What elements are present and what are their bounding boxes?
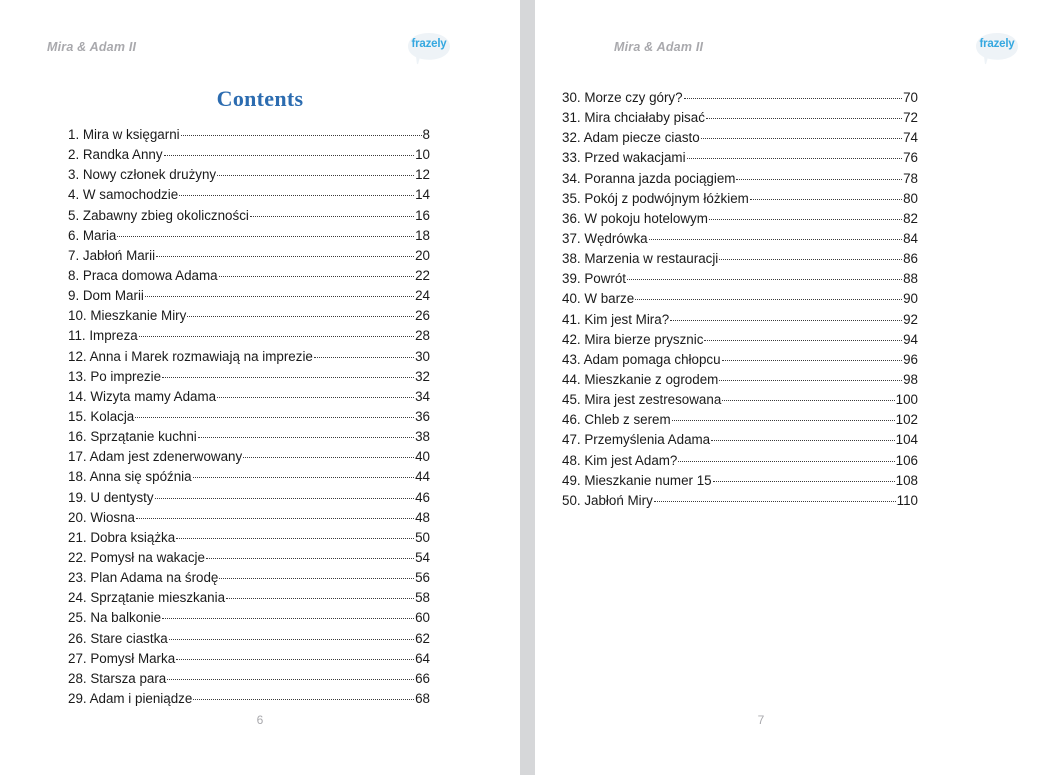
toc-entry[interactable] xyxy=(68,206,430,226)
toc-leader-dots xyxy=(117,235,414,237)
toc-entry-page: 102 xyxy=(895,412,918,428)
page-right xyxy=(535,0,1053,775)
toc-entry-title: 44. Mieszkanie z ogrodem xyxy=(562,371,719,387)
toc-leader-dots xyxy=(193,698,414,700)
toc-entry-page: 104 xyxy=(895,432,918,448)
toc-entry-title: 24. Sprzątanie mieszkania xyxy=(68,590,226,606)
toc-leader-dots xyxy=(243,456,414,458)
toc-entry-page: 56 xyxy=(415,570,430,586)
toc-entry-title: 45. Mira jest zestresowana xyxy=(562,392,722,408)
toc-entry-page: 8 xyxy=(422,127,430,142)
toc-entry[interactable] xyxy=(68,568,430,588)
toc-entry-title: 13. Po imprezie xyxy=(68,368,162,384)
toc-leader-dots xyxy=(706,117,902,119)
toc-leader-dots xyxy=(155,497,414,499)
toc-entry-title: 7. Jabłoń Marii xyxy=(68,247,156,263)
toc-entry-title: 48. Kim jest Adam? xyxy=(562,452,678,468)
page-gutter-divider xyxy=(520,0,535,775)
toc-entry-title: 3. Nowy członek drużyny xyxy=(68,167,217,183)
toc-entry[interactable] xyxy=(562,108,918,128)
toc-entry[interactable] xyxy=(562,330,918,350)
toc-entry-title: 34. Poranna jazda pociągiem xyxy=(562,170,736,186)
toc-entry-page: 98 xyxy=(903,371,918,387)
toc-entry-page: 82 xyxy=(903,210,918,226)
toc-entry[interactable] xyxy=(68,488,430,508)
running-head-left xyxy=(0,38,520,72)
toc-entry-title: 8. Praca domowa Adama xyxy=(68,267,218,283)
toc-entry-title: 32. Adam piecze ciasto xyxy=(562,130,700,146)
toc-entry[interactable] xyxy=(562,471,918,491)
toc-entry-page: 32 xyxy=(415,368,430,384)
toc-leader-dots xyxy=(176,658,414,660)
toc-entry[interactable] xyxy=(68,689,430,709)
toc-leader-dots xyxy=(219,275,414,277)
toc-entry[interactable] xyxy=(68,306,430,326)
toc-entry[interactable] xyxy=(68,185,430,205)
toc-entry[interactable] xyxy=(562,310,918,330)
toc-leader-dots xyxy=(176,537,414,539)
toc-entry-title: 5. Zabawny zbieg okoliczności xyxy=(68,207,249,223)
toc-entry-page: 12 xyxy=(415,167,430,183)
toc-entry-page: 38 xyxy=(415,429,430,445)
toc-entry[interactable] xyxy=(68,447,430,467)
toc-entry[interactable] xyxy=(562,289,918,309)
toc-entry[interactable] xyxy=(562,88,918,108)
toc-leader-dots xyxy=(169,638,414,640)
toc-leader-dots xyxy=(722,359,903,361)
toc-entry-page: 70 xyxy=(903,90,918,105)
toc-entry-title: 41. Kim jest Mira? xyxy=(562,311,670,327)
toc-entry-page: 60 xyxy=(415,610,430,626)
toc-leader-dots xyxy=(179,194,414,196)
toc-entry-title: 12. Anna i Marek rozmawiają na imprezie xyxy=(68,348,313,364)
toc-entry-page: 40 xyxy=(415,449,430,465)
toc-entry-title: 22. Pomysł na wakacje xyxy=(68,549,205,565)
toc-entry-page: 66 xyxy=(415,670,430,686)
toc-leader-dots xyxy=(164,154,415,156)
toc-entry-page: 80 xyxy=(903,190,918,206)
toc-leader-dots xyxy=(181,134,422,136)
toc-entry-title: 9. Dom Marii xyxy=(68,288,144,304)
page-folio-left: 6 xyxy=(256,713,264,727)
toc-entry[interactable] xyxy=(68,326,430,346)
toc-leader-dots xyxy=(136,517,414,519)
toc-leader-dots xyxy=(156,255,414,257)
toc-entry-title: 14. Wizyta mamy Adama xyxy=(68,388,217,404)
toc-entry[interactable] xyxy=(562,430,918,450)
toc-entry[interactable] xyxy=(562,451,918,471)
toc-entry-title: 6. Maria xyxy=(68,227,117,243)
toc-entry-title: 4. W samochodzie xyxy=(68,187,179,203)
toc-entry[interactable] xyxy=(68,528,430,548)
toc-leader-dots xyxy=(687,157,903,159)
toc-entry-page: 88 xyxy=(903,271,918,287)
toc-entry-page: 16 xyxy=(415,207,430,223)
toc-entry-page: 54 xyxy=(415,549,430,565)
toc-entry-page: 90 xyxy=(903,291,918,307)
toc-entry[interactable] xyxy=(562,410,918,430)
toc-entry[interactable] xyxy=(562,169,918,189)
frazely-logo-right xyxy=(973,30,1021,68)
toc-leader-dots xyxy=(135,416,414,418)
toc-entry-title: 36. W pokoju hotelowym xyxy=(562,210,708,226)
toc-entry[interactable] xyxy=(68,649,430,669)
toc-entry-page: 28 xyxy=(415,328,430,344)
toc-entry-page: 50 xyxy=(415,529,430,545)
toc-leader-dots xyxy=(672,419,895,421)
toc-entry-page: 30 xyxy=(415,348,430,364)
frazely-logo-left xyxy=(405,30,453,68)
contents-heading: Contents xyxy=(216,86,304,111)
toc-entry-title: 10. Mieszkanie Miry xyxy=(68,308,187,324)
toc-entry[interactable] xyxy=(562,148,918,168)
toc-entry[interactable] xyxy=(68,467,430,487)
toc-leader-dots xyxy=(719,379,902,381)
toc-entry[interactable] xyxy=(68,669,430,689)
toc-leader-dots xyxy=(713,480,895,482)
toc-entry[interactable] xyxy=(68,165,430,185)
toc-entry[interactable] xyxy=(562,249,918,269)
toc-leader-dots xyxy=(736,178,902,180)
toc-entry-title: 20. Wiosna xyxy=(68,509,135,525)
toc-entry-page: 108 xyxy=(895,472,918,488)
toc-leader-dots xyxy=(206,557,414,559)
toc-entry[interactable] xyxy=(562,128,918,148)
toc-entry[interactable] xyxy=(68,508,430,528)
toc-entry[interactable] xyxy=(562,370,918,390)
toc-entry-title: 29. Adam i pieniądze xyxy=(68,690,193,706)
toc-leader-dots xyxy=(226,597,414,599)
toc-entry-title: 18. Anna się spóźnia xyxy=(68,469,192,485)
toc-entry-title: 23. Plan Adama na środę xyxy=(68,570,219,586)
toc-entry-title: 43. Adam pomaga chłopcu xyxy=(562,351,721,367)
toc-entry-page: 86 xyxy=(903,251,918,267)
toc-leader-dots xyxy=(219,577,414,579)
toc-leader-dots xyxy=(654,500,896,502)
toc-entry[interactable] xyxy=(68,427,430,447)
toc-entry-page: 36 xyxy=(415,408,430,424)
toc-entry-page: 46 xyxy=(415,489,430,505)
toc-entry-title: 27. Pomysł Marka xyxy=(68,650,176,666)
toc-entry-page: 18 xyxy=(415,227,430,243)
toc-entry[interactable] xyxy=(68,145,430,165)
toc-entry-title: 30. Morze czy góry? xyxy=(562,90,683,105)
toc-leader-dots xyxy=(314,356,414,358)
running-head-title: Mira & Adam II xyxy=(47,40,137,54)
toc-entry-title: 19. U dentysty xyxy=(68,489,154,505)
toc-leader-dots xyxy=(193,476,415,478)
toc-entry-title: 40. W barze xyxy=(562,291,635,307)
toc-entry-page: 20 xyxy=(415,247,430,263)
toc-entry-title: 42. Mira bierze prysznic xyxy=(562,331,704,347)
toc-entry-title: 35. Pokój z podwójnym łóżkiem xyxy=(562,190,749,206)
toc-entry-title: 47. Przemyślenia Adama xyxy=(562,432,711,448)
toc-leader-dots xyxy=(217,174,414,176)
toc-leader-dots xyxy=(719,258,902,260)
toc-entry[interactable] xyxy=(562,390,918,410)
toc-entry-page: 48 xyxy=(415,509,430,525)
toc-leader-dots xyxy=(250,215,414,217)
toc-entry[interactable] xyxy=(562,189,918,209)
toc-entry[interactable] xyxy=(68,588,430,608)
toc-leader-dots xyxy=(217,396,414,398)
running-head-right xyxy=(535,38,1053,72)
toc-entry-page: 92 xyxy=(903,311,918,327)
toc-entry-title: 39. Powrót xyxy=(562,271,627,287)
toc-entry-title: 38. Marzenia w restauracji xyxy=(562,251,719,267)
toc-leader-dots xyxy=(701,137,902,139)
running-head-title: Mira & Adam II xyxy=(614,40,704,54)
toc-leader-dots xyxy=(162,376,414,378)
toc-leader-dots xyxy=(750,198,902,200)
toc-entry-page: 34 xyxy=(415,388,430,404)
toc-entry-page: 110 xyxy=(896,492,918,508)
toc-entry-page: 78 xyxy=(903,170,918,186)
toc-list-right xyxy=(562,88,918,511)
toc-entry-page: 76 xyxy=(903,150,918,166)
toc-entry-page: 22 xyxy=(415,267,430,283)
toc-entry-page: 72 xyxy=(903,110,918,126)
toc-entry[interactable] xyxy=(68,387,430,407)
toc-entry-title: 31. Mira chciałaby pisać xyxy=(562,110,705,126)
toc-entry[interactable] xyxy=(68,367,430,387)
toc-leader-dots xyxy=(722,399,894,401)
toc-entry[interactable] xyxy=(562,209,918,229)
toc-entry[interactable] xyxy=(68,125,430,145)
toc-entry[interactable] xyxy=(562,229,918,249)
toc-entry-title: 11. Impreza xyxy=(68,328,138,344)
toc-leader-dots xyxy=(635,298,902,300)
toc-entry[interactable] xyxy=(68,246,430,266)
toc-entry-page: 100 xyxy=(895,392,918,408)
toc-entry[interactable] xyxy=(68,266,430,286)
toc-leader-dots xyxy=(198,436,414,438)
toc-entry-title: 46. Chleb z serem xyxy=(562,412,671,428)
toc-entry[interactable] xyxy=(562,269,918,289)
toc-entry-title: 15. Kolacja xyxy=(68,408,135,424)
toc-entry-title: 50. Jabłoń Miry xyxy=(562,492,653,508)
toc-leader-dots xyxy=(162,617,414,619)
toc-entry-page: 84 xyxy=(903,230,918,246)
toc-leader-dots xyxy=(139,335,414,337)
toc-entry-title: 49. Mieszkanie numer 15 xyxy=(562,472,712,488)
toc-entry-title: 37. Wędrówka xyxy=(562,230,648,246)
toc-leader-dots xyxy=(678,460,894,462)
toc-entry-title: 2. Randka Anny xyxy=(68,147,163,163)
toc-entry[interactable] xyxy=(68,608,430,628)
toc-entry[interactable] xyxy=(562,350,918,370)
toc-leader-dots xyxy=(187,315,414,317)
toc-entry[interactable] xyxy=(68,347,430,367)
toc-entry-page: 58 xyxy=(415,590,430,606)
page-folio-right: 7 xyxy=(757,713,765,727)
toc-entry[interactable] xyxy=(68,286,430,306)
toc-entry-page: 106 xyxy=(895,452,918,468)
toc-entry-title: 33. Przed wakacjami xyxy=(562,150,686,166)
toc-leader-dots xyxy=(627,278,902,280)
toc-entry-page: 62 xyxy=(415,630,430,646)
frazely-logo-text: frazely xyxy=(411,38,447,50)
toc-entry[interactable] xyxy=(68,226,430,246)
toc-entry-title: 16. Sprzątanie kuchni xyxy=(68,429,197,445)
toc-entry-page: 94 xyxy=(903,331,918,347)
frazely-logo-text: frazely xyxy=(979,38,1015,50)
toc-entry-title: 21. Dobra książka xyxy=(68,529,176,545)
toc-entry-title: 25. Na balkonie xyxy=(68,610,162,626)
toc-leader-dots xyxy=(145,295,414,297)
toc-leader-dots xyxy=(670,319,902,321)
toc-leader-dots xyxy=(649,238,903,240)
toc-entry-page: 26 xyxy=(415,308,430,324)
toc-leader-dots xyxy=(704,339,902,341)
toc-leader-dots xyxy=(684,97,903,99)
toc-entry-page: 44 xyxy=(415,469,430,485)
toc-entry-page: 74 xyxy=(903,130,918,146)
toc-list-left xyxy=(68,125,430,709)
toc-entry-page: 96 xyxy=(903,351,918,367)
toc-entry-page: 10 xyxy=(415,147,430,163)
toc-entry-page: 24 xyxy=(415,288,430,304)
toc-entry-title: 26. Stare ciastka xyxy=(68,630,168,646)
toc-entry[interactable] xyxy=(562,491,918,511)
toc-entry[interactable] xyxy=(68,407,430,427)
toc-entry[interactable] xyxy=(68,629,430,649)
toc-entry-page: 68 xyxy=(415,690,430,706)
toc-leader-dots xyxy=(711,439,895,441)
toc-entry-page: 14 xyxy=(415,187,430,203)
page-left xyxy=(0,0,520,775)
toc-leader-dots xyxy=(709,218,902,220)
toc-entry[interactable] xyxy=(68,548,430,568)
toc-entry-page: 64 xyxy=(415,650,430,666)
toc-leader-dots xyxy=(167,678,414,680)
toc-entry-title: 17. Adam jest zdenerwowany xyxy=(68,449,243,465)
toc-entry-title: 28. Starsza para xyxy=(68,670,167,686)
toc-entry-title: 1. Mira w księgarni xyxy=(68,127,180,142)
